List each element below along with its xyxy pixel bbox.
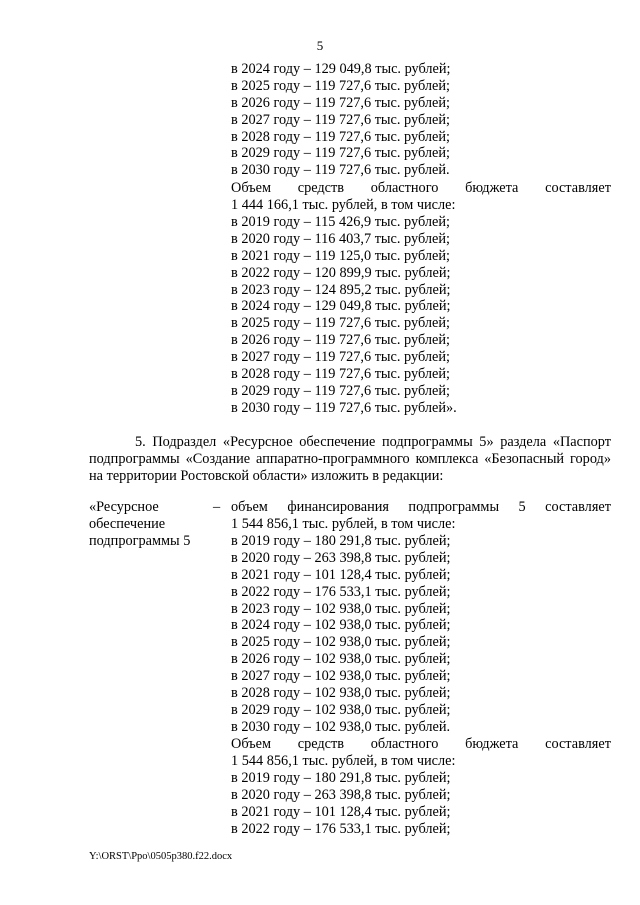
year-amount-line: в 2025 году – 119 727,6 тыс. рублей; (231, 315, 450, 332)
year-amount-line: в 2028 году – 119 727,6 тыс. рублей; (231, 366, 450, 383)
heading-word: подпрограммы (408, 499, 500, 515)
regional-budget-by-year-list-2 (231, 770, 611, 838)
year-amount-line: в 2029 году – 119 727,6 тыс. рублей; (231, 145, 450, 162)
year-amount-line: в 2026 году – 119 727,6 тыс. рублей; (231, 94, 450, 111)
heading-word: областного (370, 180, 439, 196)
regional-budget-heading (231, 180, 611, 197)
heading-word: средств (297, 736, 345, 752)
regional-budget-intro (231, 180, 611, 214)
year-amount-line: в 2030 году – 119 727,6 тыс. рублей. (231, 162, 450, 179)
year-amount-line: в 2020 году – 263 398,8 тыс. рублей; (231, 549, 451, 566)
label-dash: – (213, 499, 221, 515)
year-amount-line: в 2021 году – 101 128,4 тыс. рублей; (231, 803, 451, 820)
year-amount-line: в 2027 году – 102 938,0 тыс. рублей; (231, 668, 451, 685)
regional-budget-heading-2 (231, 736, 611, 753)
heading-word: бюджета (465, 736, 519, 752)
year-amount-line: в 2019 году – 115 426,9 тыс. рублей; (231, 214, 450, 230)
year-amount-line: в 2020 году – 263 398,8 тыс. рублей; (231, 786, 451, 803)
year-amount-line: в 2019 году – 180 291,8 тыс. рублей; (231, 770, 451, 786)
year-amount-line: в 2019 году – 180 291,8 тыс. рублей; (231, 533, 451, 549)
year-amount-line: в 2025 году – 119 727,6 тыс. рублей; (231, 77, 450, 94)
year-amount-line: в 2030 году – 119 727,6 тыс. рублей». (231, 399, 457, 416)
financing-intro (231, 499, 611, 533)
year-amount-line: в 2024 году – 129 049,8 тыс. рублей; (231, 61, 451, 77)
heading-word: составляет (545, 180, 611, 196)
heading-word: Объем (231, 736, 272, 752)
amendment-paragraph-5: 5. Подраздел «Ресурсное обеспечение подпрограммы 5» раздела «Паспорт подпрограммы «Создание аппаратно-программного комплекса «Безопасный город» на территории Ростовской области» изложить в редакции: (89, 434, 611, 484)
heading-word: объем (231, 499, 268, 515)
year-amount-line: в 2020 году – 116 403,7 тыс. рублей; (231, 230, 450, 247)
page-number: 5 (316, 38, 324, 53)
financing-total: 1 544 856,1 тыс. рублей, в том числе: (231, 515, 456, 532)
regional-budget-total-2: 1 544 856,1 тыс. рублей, в том числе: (231, 752, 456, 769)
year-amount-line: в 2029 году – 102 938,0 тыс. рублей; (231, 701, 451, 718)
year-amount-line: в 2030 году – 102 938,0 тыс. рублей. (231, 718, 451, 735)
year-amount-line: в 2026 году – 102 938,0 тыс. рублей; (231, 651, 451, 668)
year-amount-line: в 2025 году – 102 938,0 тыс. рублей; (231, 634, 451, 651)
funding-by-year-list (231, 61, 611, 179)
heading-word: 5 (518, 499, 526, 515)
year-amount-line: в 2022 году – 176 533,1 тыс. рублей; (231, 583, 451, 600)
year-amount-line: в 2024 году – 102 938,0 тыс. рублей; (231, 617, 451, 634)
year-amount-line: в 2028 году – 119 727,6 тыс. рублей; (231, 128, 450, 145)
year-amount-line: в 2021 году – 101 128,4 тыс. рублей; (231, 566, 451, 583)
heading-word: Объем (231, 180, 272, 196)
heading-word: областного (370, 736, 439, 752)
regional-budget-by-year-list (231, 214, 611, 417)
regional-budget-total: 1 444 166,1 тыс. рублей, в том числе: (231, 196, 456, 213)
year-amount-line: в 2027 году – 119 727,6 тыс. рублей; (231, 349, 450, 366)
heading-word: финансирования (287, 499, 389, 515)
resource-provision-label: «Ресурсное обеспечение подпрограммы 5 (89, 499, 191, 549)
file-path-footer: Y:\ORST\Ppo\0505p380.f22.docx (89, 851, 233, 862)
year-amount-line: в 2022 году – 176 533,1 тыс. рублей; (231, 820, 451, 837)
subprogram-financing-by-year-list (231, 533, 611, 736)
year-amount-line: в 2026 году – 119 727,6 тыс. рублей; (231, 332, 450, 349)
year-amount-line: в 2027 году – 119 727,6 тыс. рублей; (231, 111, 450, 128)
regional-budget-intro-2 (231, 736, 611, 770)
year-amount-line: в 2024 году – 129 049,8 тыс. рублей; (231, 298, 451, 315)
heading-word: средств (297, 180, 345, 196)
year-amount-line: в 2021 году – 119 125,0 тыс. рублей; (231, 247, 450, 264)
year-amount-line: в 2023 году – 102 938,0 тыс. рублей; (231, 600, 451, 617)
year-amount-line: в 2028 году – 102 938,0 тыс. рублей; (231, 685, 451, 702)
year-amount-line: в 2022 году – 120 899,9 тыс. рублей; (231, 264, 451, 281)
heading-word: бюджета (465, 180, 519, 196)
year-amount-line: в 2029 году – 119 727,6 тыс. рублей; (231, 382, 450, 399)
heading-word: составляет (545, 736, 611, 752)
heading-word: составляет (545, 499, 611, 515)
financing-heading (231, 499, 611, 516)
year-amount-line: в 2023 году – 124 895,2 тыс. рублей; (231, 281, 451, 298)
